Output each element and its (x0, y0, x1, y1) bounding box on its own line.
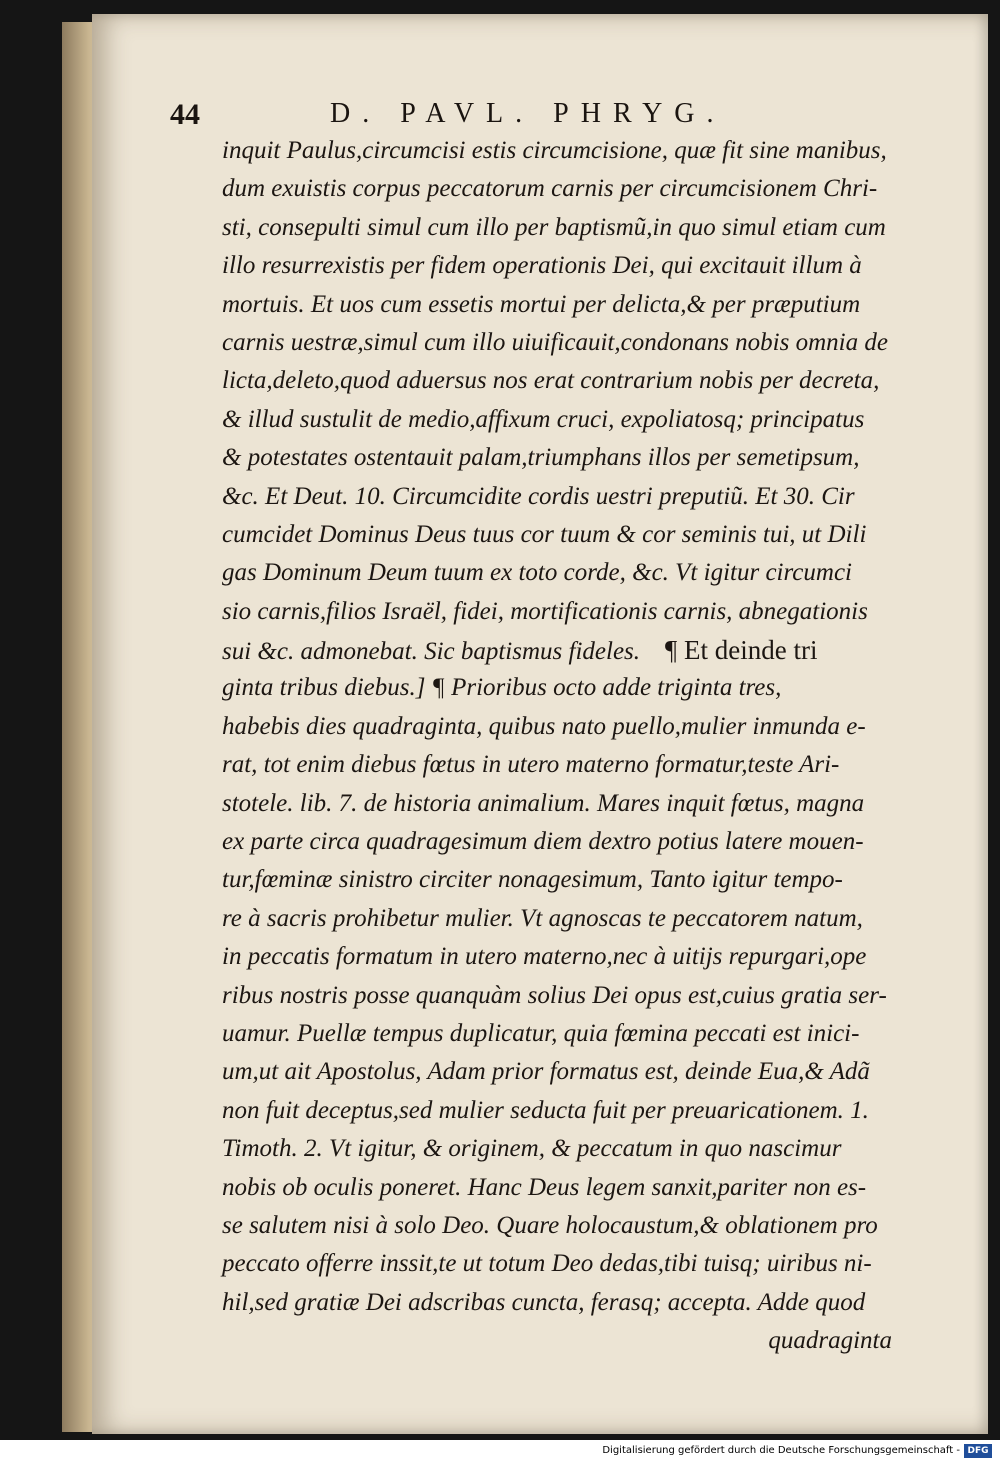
text-line: illo resurrexistis per fidem operationis Dei, qui excitauit illum à (222, 252, 862, 280)
text-line: rat, tot enim diebus fœtus in utero materno formatur,teste Ari- (222, 751, 840, 779)
text-line: Timoth. 2. Vt igitur, & originem, & peccatum in quo nascimur (222, 1135, 842, 1163)
text-segment: sui &c. admonebat. Sic baptismus fideles. (222, 638, 641, 666)
text-line: in peccatis formatum in utero materno,nec à uitijs repurgari,ope (222, 943, 867, 971)
text-line (222, 631, 902, 669)
text-line: uamur. Puellæ tempus duplicatur, quia fœmina peccati est inici- (222, 1019, 860, 1047)
text-line: sio carnis,filios Israël, fidei, mortificationis carnis, abnegationis (222, 597, 868, 625)
lemma-start: ¶ Et deinde tri (665, 635, 818, 666)
text-line: ginta tribus diebus.] ¶ Prioribus octo adde triginta tres, (222, 674, 782, 702)
text-line: peccato offerre inssit,te ut totum Deo dedas,tibi tuisq; uiribus ni- (222, 1250, 872, 1278)
text-line: &c. Et Deut. 10. Circumcidite cordis uestri preputiũ. Et 30. Cir (222, 482, 855, 510)
running-head: D. PAVL. PHRYG. (330, 98, 726, 129)
text-line: licta,deleto,quod aduersus nos erat contrarium nobis per decreta, (222, 367, 880, 395)
dfg-logo-icon: DFG (964, 1444, 992, 1458)
text-line: & potestates ostentauit palam,triumphans illos per semetipsum, (222, 444, 860, 472)
text-line: ribus nostris posse quanquàm solius Dei opus est,cuius gratia ser- (222, 981, 887, 1009)
text-line: cumcidet Dominus Deus tuus cor tuum & cor seminis tui, ut Dili (222, 520, 867, 548)
text-line: nobis ob oculis poneret. Hanc Deus legem sanxit,pariter non es- (222, 1173, 867, 1201)
text-line: ex parte circa quadragesimum diem dextro potius latere mouen- (222, 828, 864, 856)
text-line: dum exuistis corpus peccatorum carnis per circumcisionem Chri- (222, 175, 878, 203)
body-text (222, 132, 902, 1361)
text-line: se salutem nisi à solo Deo. Quare holocaustum,& oblationem pro (222, 1211, 878, 1239)
text-line: non fuit deceptus,sed mulier seducta fuit per preuaricationem. 1. (222, 1096, 869, 1124)
funding-credit: Digitalisierung gefördert durch die Deutsche Forschungsgemeinschaft - (602, 1445, 960, 1456)
footer-bar (0, 1440, 1000, 1463)
text-line: hil,sed gratiæ Dei adscribas cuncta, ferasq; accepta. Adde quod (222, 1288, 866, 1316)
text-line: um,ut ait Apostolus, Adam prior formatus est, deinde Eua,& Adã (222, 1058, 870, 1086)
text-line: re à sacris prohibetur mulier. Vt agnoscas te peccatorem natum, (222, 904, 863, 932)
text-line: sti, consepulti simul cum illo per baptismũ,in quo simul etiam cum (222, 213, 886, 241)
text-line: & illud sustulit de medio,affixum cruci, expoliatosq; principatus (222, 405, 865, 433)
page-number: 44 (170, 98, 200, 131)
catchword: quadraginta (768, 1327, 892, 1355)
text-line: inquit Paulus,circumcisi estis circumcisione, quæ fit sine manibus, (222, 137, 887, 164)
text-line: habebis dies quadraginta, quibus nato puello,mulier inmunda e- (222, 712, 866, 740)
text-line: tur,fœminæ sinistro circiter nonagesimum, Tanto igitur tempo- (222, 866, 843, 894)
text-line: stotele. lib. 7. de historia animalium. Mares inquit fœtus, magna (222, 789, 865, 817)
text-line: gas Dominum Deum tuum ex toto corde, &c. Vt igitur circumci (222, 559, 852, 587)
text-line: mortuis. Et uos cum essetis mortui per delicta,& per præputium (222, 290, 861, 318)
text-line: carnis uestræ,simul cum illo uiuificauit,condonans nobis omnia de (222, 328, 888, 356)
